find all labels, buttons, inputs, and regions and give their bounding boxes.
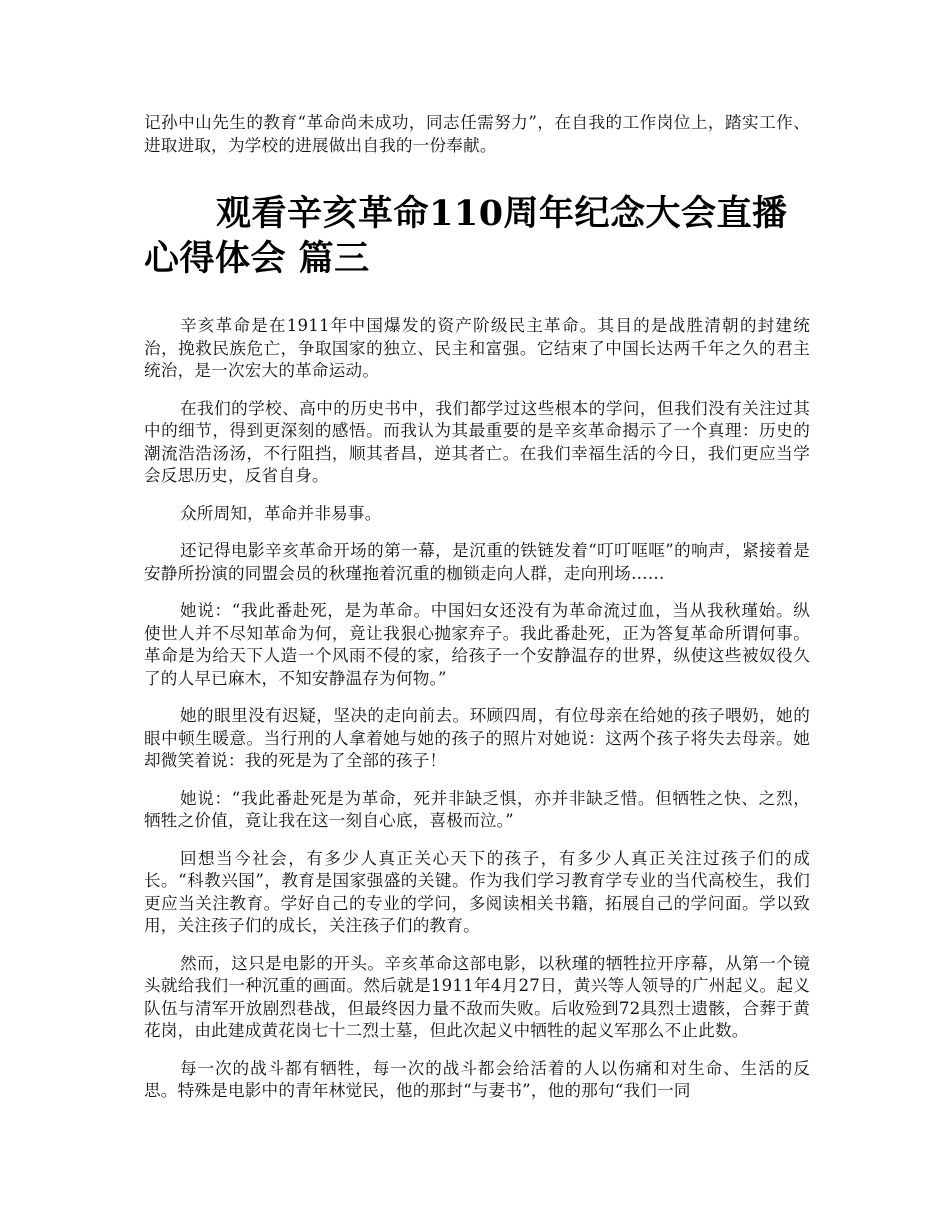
body-paragraph: 她说：“我此番赴死，是为革命。中国妇女还没有为革命流过血，当从我秋瑾始。纵使世人并不尽知革命为何，竟让我狠心抛家弃子。我此番赴死，正为答复革命所谓何事。革命是为给天下人造一个风雨不侵的家，给孩子一个安静温存的世界，纵使这些被奴役久了的人早已麻木，不知安静温存为何物。” xyxy=(144,601,810,688)
body-paragraph: 她的眼里没有迟疑，坚决的走向前去。环顾四周，有位母亲在给她的孩子喂奶，她的眼中顿生暖意。当行刑的人拿着她与她的孩子的照片对她说：这两个孩子将失去母亲。她却微笑着说：我的死是为了全部的孩子！ xyxy=(144,706,810,770)
body-paragraph: 在我们的学校、高中的历史书中，我们都学过这些根本的学问，但我们没有关注过其中的细节，得到更深刻的感悟。而我认为其最重要的是辛亥革命揭示了一个真理：历史的潮流浩浩汤汤，不行阻挡，顺其者昌，逆其者亡。在我们幸福生活的今日，我们更应当学会反思历史，反省自身。 xyxy=(144,398,810,485)
body-paragraph: 然而，这只是电影的开头。辛亥革命这部电影，以秋瑾的牺牲拉开序幕，从第一个镜头就给我们一种沉重的画面。然后就是1911年4月27日，黄兴等人领导的广州起义。起义队伍与清军开放剧烈巷战，但最终因力量不敌而失败。后收殓到72具烈士遗骸，合葬于黄花岗，由此建成黄花岗七十二烈士墓，但此次起义中牺牲的起义军那么不止此数。 xyxy=(144,953,810,1040)
body-paragraph: 每一次的战斗都有牺牲，每一次的战斗都会给活着的人以伤痛和对生命、生活的反思。特殊是电影中的青年林觉民，他的那封“与妻书”，他的那句“我们一同 xyxy=(144,1058,810,1100)
intro-paragraph: 记孙中山先生的教育“革命尚未成功，同志任需努力”，在自我的工作岗位上，踏实工作、进取进取，为学校的进展做出自我的一份奉献。 xyxy=(144,113,810,155)
section-heading: 观看辛亥革命110周年纪念大会直播心得体会 篇三 xyxy=(144,193,788,279)
body-paragraph: 回想当今社会，有多少人真正关心天下的孩子，有多少人真正关注过孩子们的成长。“科教兴国”，教育是国家强盛的关键。作为我们学习教育学专业的当代高校生，我们更应当关注教育。学好自己的专业的学问，多阅读相关书籍，拓展自己的学问面。学以致用，关注孩子们的成长，关注孩子们的教育。 xyxy=(144,848,810,935)
body-paragraph: 众所周知，革命并非易事。 xyxy=(180,503,382,523)
body-paragraph: 她说：“我此番赴死是为革命，死并非缺乏惧，亦并非缺乏惜。但牺牲之快、之烈，牺牲之价值，竟让我在这一刻自心底，喜极而泣。” xyxy=(144,788,810,830)
body-paragraph: 辛亥革命是在1911年中国爆发的资产阶级民主革命。其目的是战胜清朝的封建统治，挽救民族危亡，争取国家的独立、民主和富强。它结束了中国长达两千年之久的君主统治，是一次宏大的革命运动。 xyxy=(144,316,810,380)
body-paragraph: 还记得电影辛亥革命开场的第一幕，是沉重的铁链发着“叮叮哐哐”的响声，紧接着是安静所扮演的同盟会员的秋瑾拖着沉重的枷锁走向人群，走向刑场…… xyxy=(144,541,810,583)
